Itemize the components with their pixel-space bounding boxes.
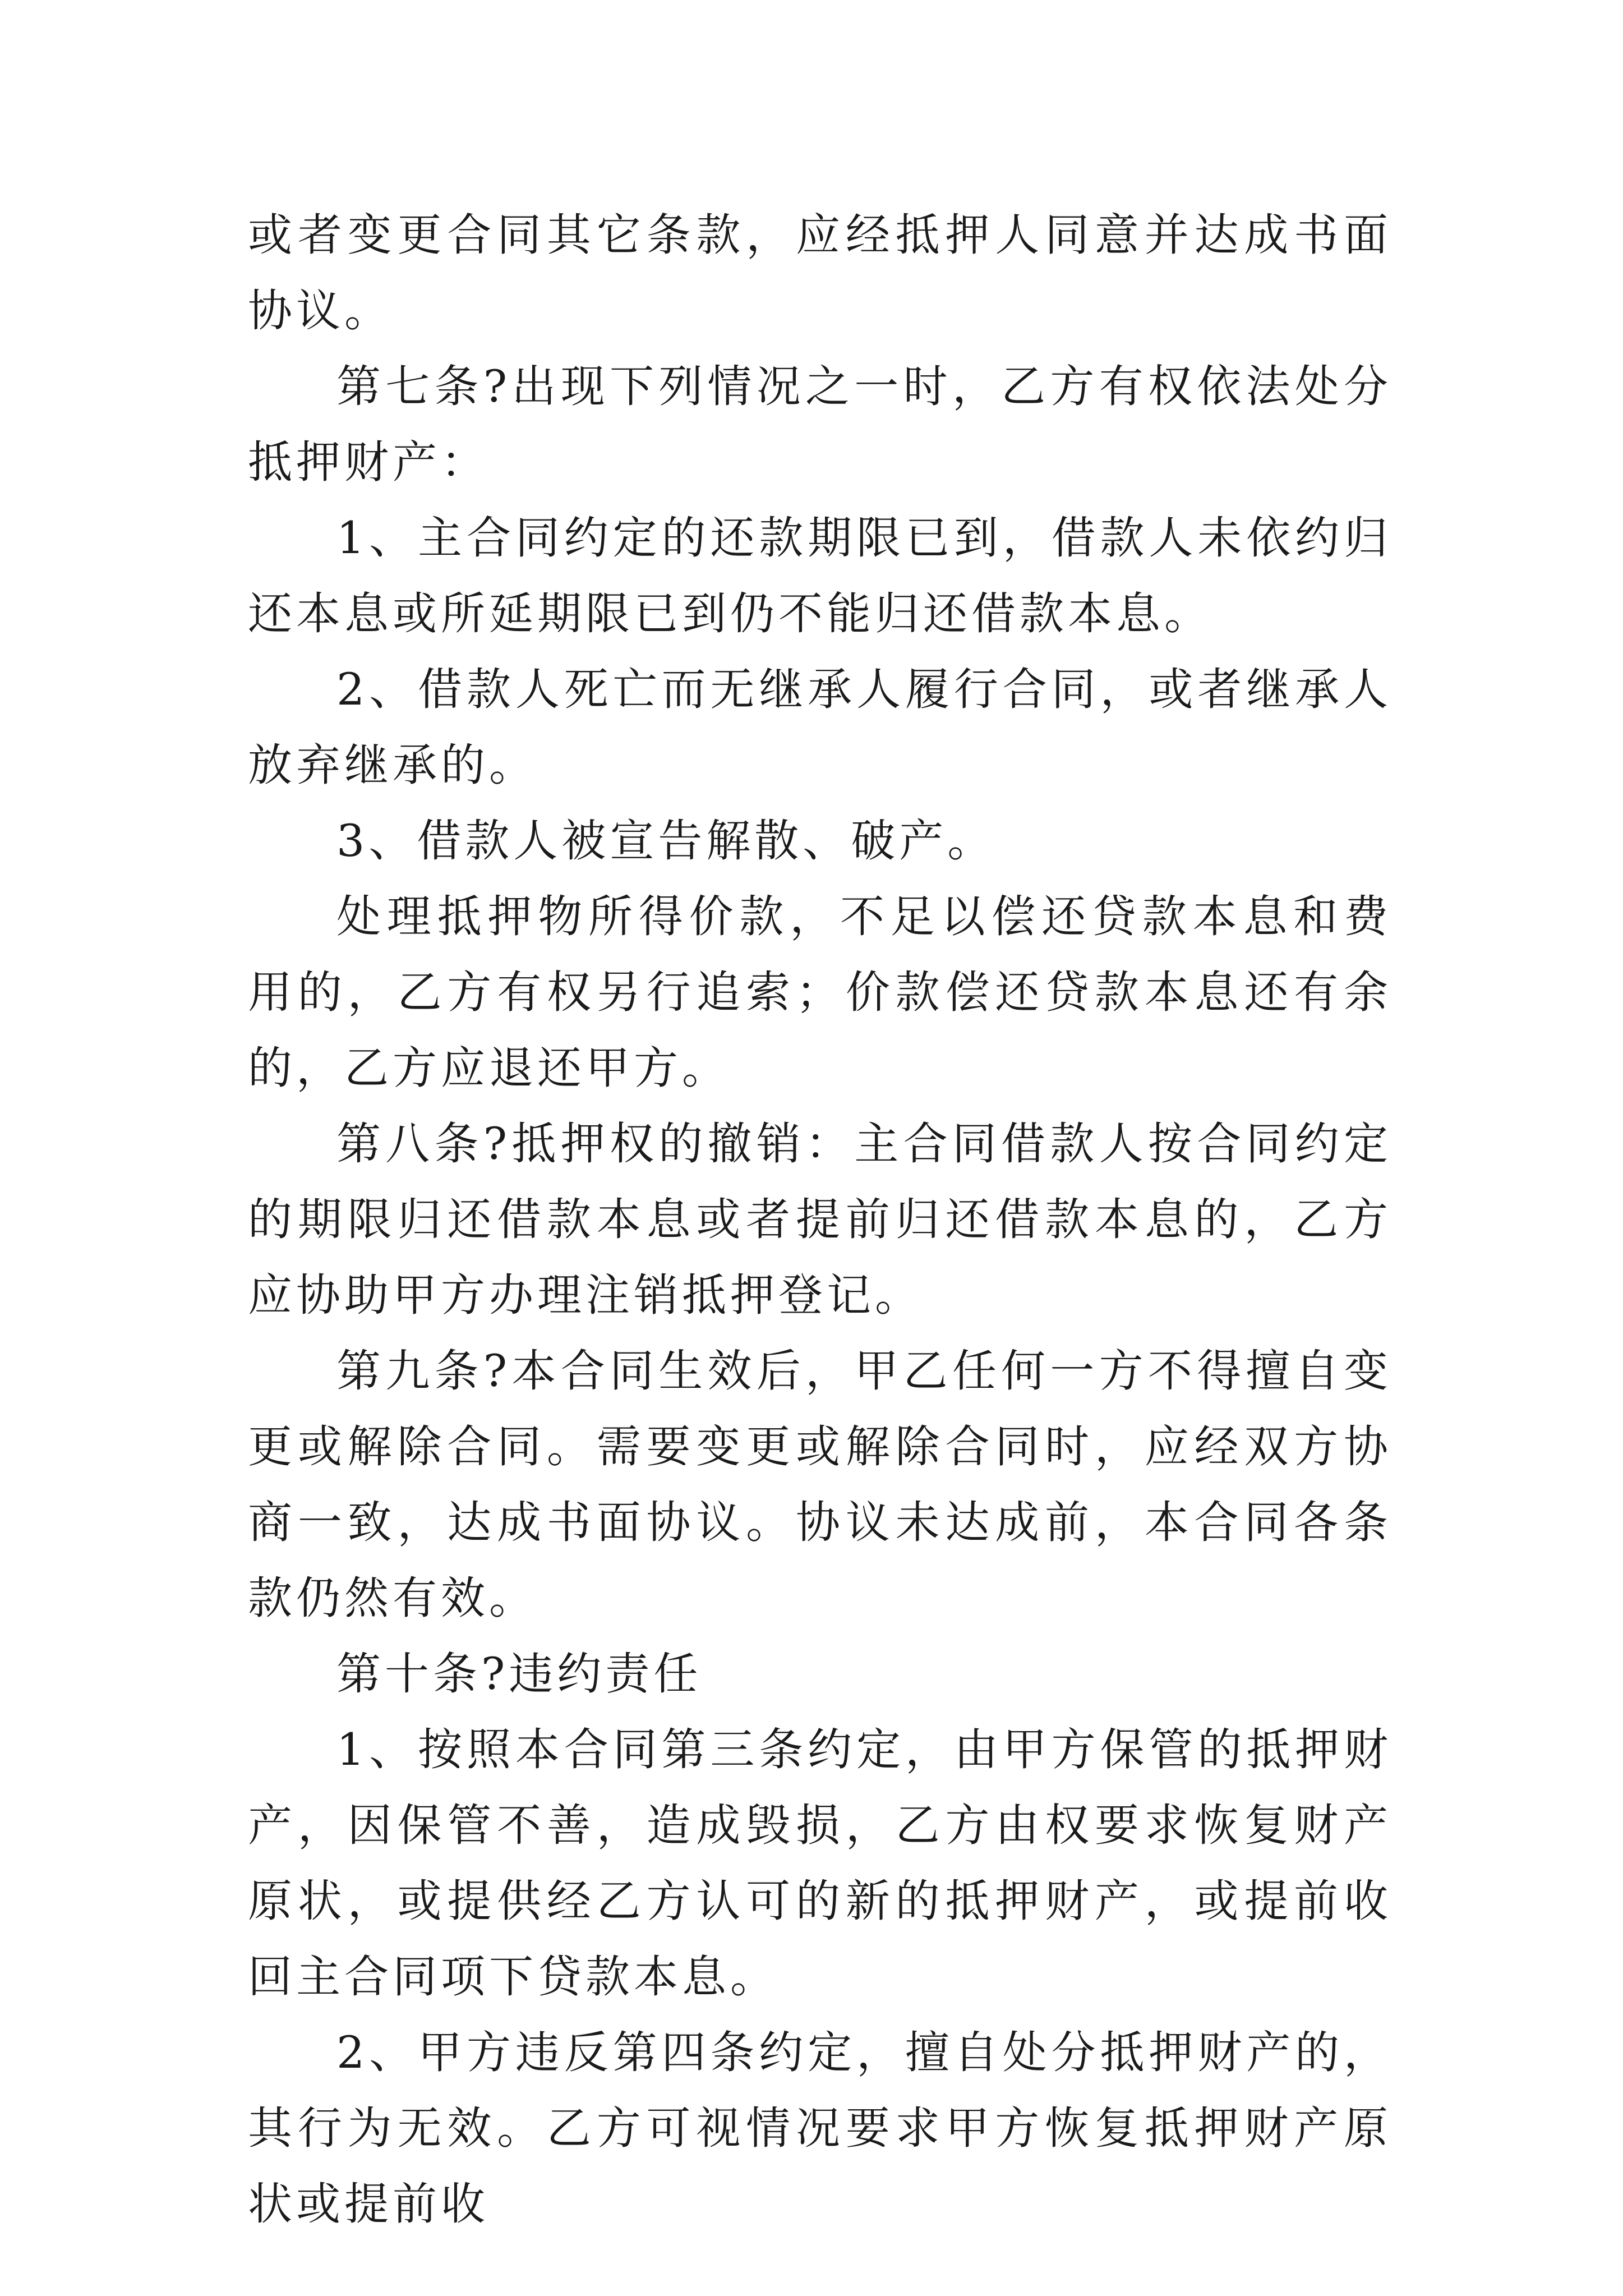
paragraph-5: 3、借款人被宣告解散、破产。: [336, 815, 996, 867]
paragraph-11: 2、甲方违反第四条约定，擅自处分抵押财产的，其行为无效。乙方可视情况要求甲方恢复抵押财产原状或提前收: [248, 2027, 1392, 2230]
paragraph-7: 第八条?抵押权的撤销：主合同借款人按合同约定的期限归还借款本息或者提前归还借款本息的，乙方应协助甲方办理注销抵押登记。: [248, 1118, 1392, 1321]
paragraph-4: 2、借款人死亡而无继承人履行合同，或者继承人放弃继承的。: [248, 664, 1392, 791]
paragraph-2: 第七条?出现下列情况之一时，乙方有权依法处分抵押财产：: [248, 361, 1392, 488]
paragraph-8: 第九条?本合同生效后，甲乙任何一方不得擅自变更或解除合同。需要变更或解除合同时，应经双方协商一致，达成书面协议。协议未达成前，本合同各条款仍然有效。: [248, 1345, 1392, 1624]
paragraph-10: 1、按照本合同第三条约定，由甲方保管的抵押财产，因保管不善，造成毁损，乙方由权要求恢复财产原状，或提供经乙方认可的新的抵押财产，或提前收回主合同项下贷款本息。: [248, 1724, 1392, 2003]
document-body: [248, 197, 1392, 2242]
paragraph-3: 1、主合同约定的还款期限已到，借款人未依约归还本息或所延期限已到仍不能归还借款本息。: [248, 512, 1392, 639]
paragraph-6: 处理抵押物所得价款，不足以偿还贷款本息和费用的，乙方有权另行追索；价款偿还贷款本息还有余的，乙方应退还甲方。: [248, 891, 1392, 1094]
paragraph-1: 或者变更合同其它条款，应经抵押人同意并达成书面协议。: [248, 209, 1392, 337]
paragraph-9: 第十条?违约责任: [336, 1648, 702, 1700]
